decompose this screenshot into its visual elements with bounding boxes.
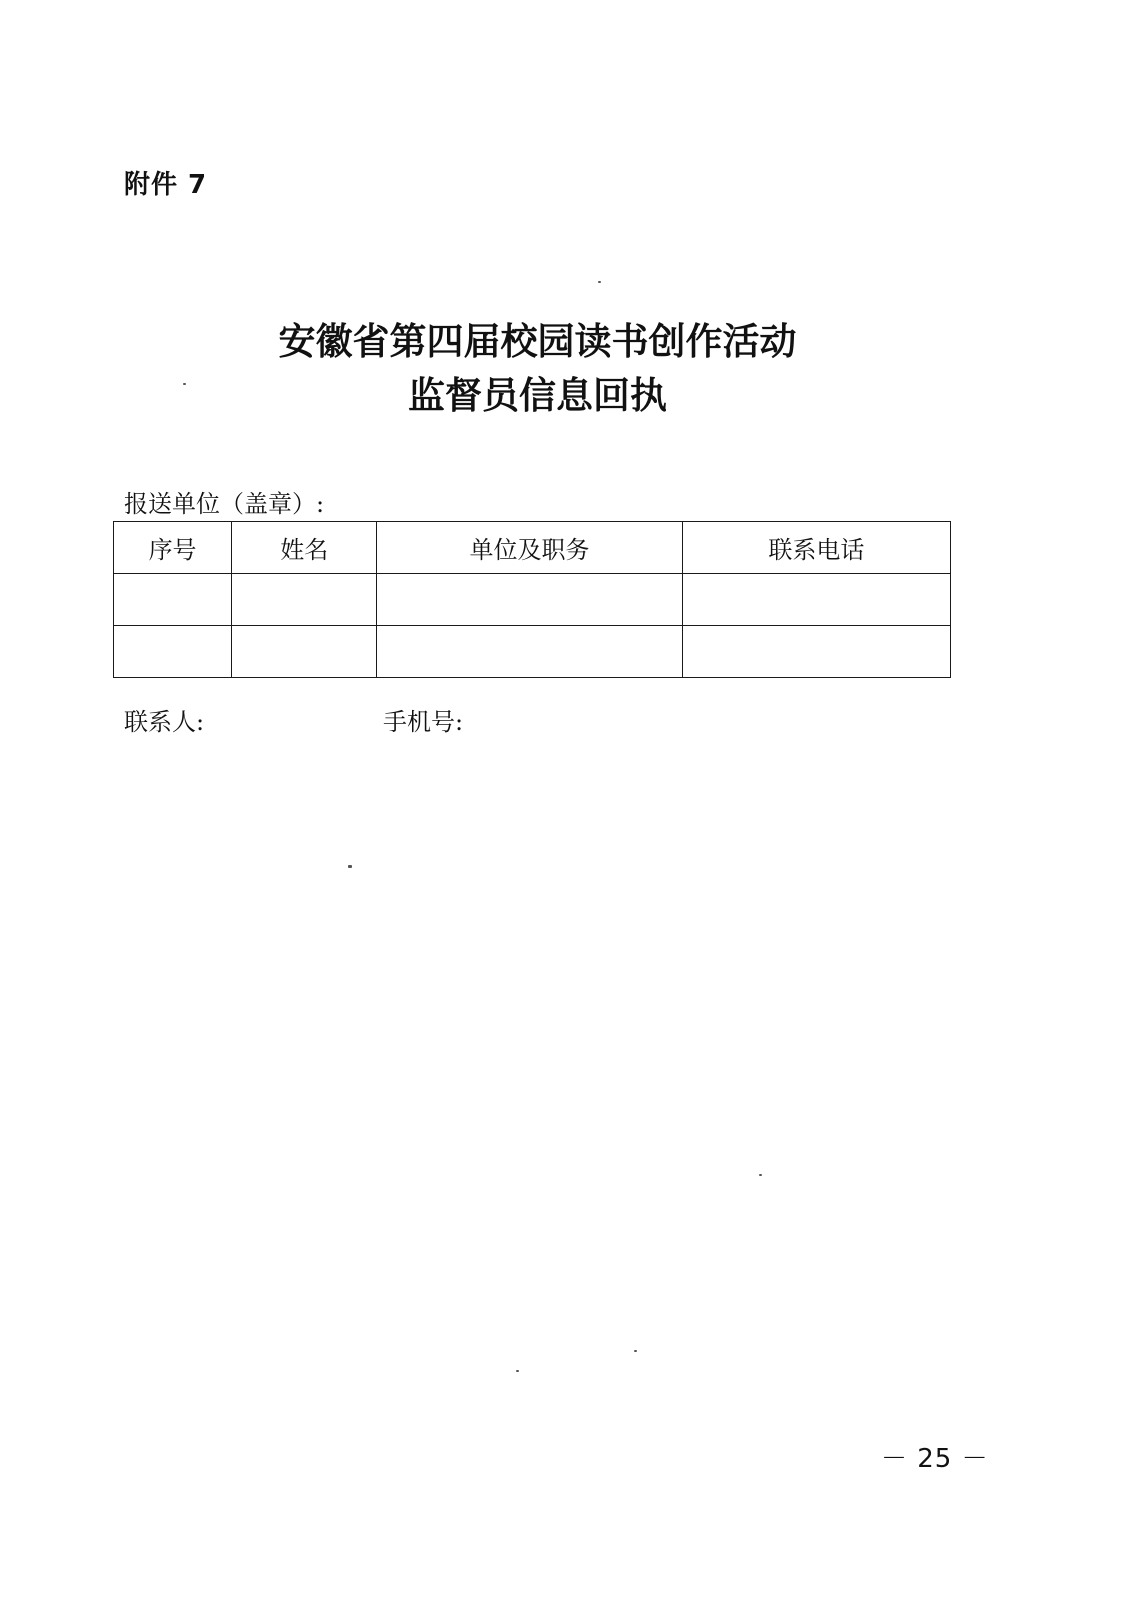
table-cell[interactable] <box>114 626 232 678</box>
table-header-row <box>114 522 951 574</box>
scan-speck <box>183 383 186 385</box>
reporting-unit-label: 报送单位（盖章）: <box>124 490 325 518</box>
contact-person-label: 联系人: <box>124 708 205 736</box>
scan-speck <box>598 281 601 283</box>
scan-speck <box>516 1370 519 1372</box>
table-cell[interactable] <box>682 626 950 678</box>
document-title-line-1: 安徽省第四届校园读书创作活动 <box>278 320 797 363</box>
page-number: － 25 － <box>881 1444 989 1474</box>
mobile-number-label: 手机号: <box>383 708 464 736</box>
scan-speck <box>634 1350 637 1352</box>
header-contact-phone: 联系电话 <box>682 522 950 574</box>
table-row <box>114 626 951 678</box>
header-unit-and-position: 单位及职务 <box>377 522 682 574</box>
scan-speck <box>348 865 352 868</box>
table-cell[interactable] <box>114 574 232 626</box>
header-name: 姓名 <box>232 522 377 574</box>
table-cell[interactable] <box>682 574 950 626</box>
header-serial-number: 序号 <box>114 522 232 574</box>
attachment-label: 附件 7 <box>124 170 208 200</box>
document-title-line-2: 监督员信息回执 <box>408 374 667 417</box>
scan-speck <box>759 1174 762 1176</box>
table-cell[interactable] <box>377 626 682 678</box>
table-cell[interactable] <box>377 574 682 626</box>
supervisor-info-table <box>113 521 951 678</box>
table-cell[interactable] <box>232 626 377 678</box>
table-row <box>114 574 951 626</box>
table-cell[interactable] <box>232 574 377 626</box>
